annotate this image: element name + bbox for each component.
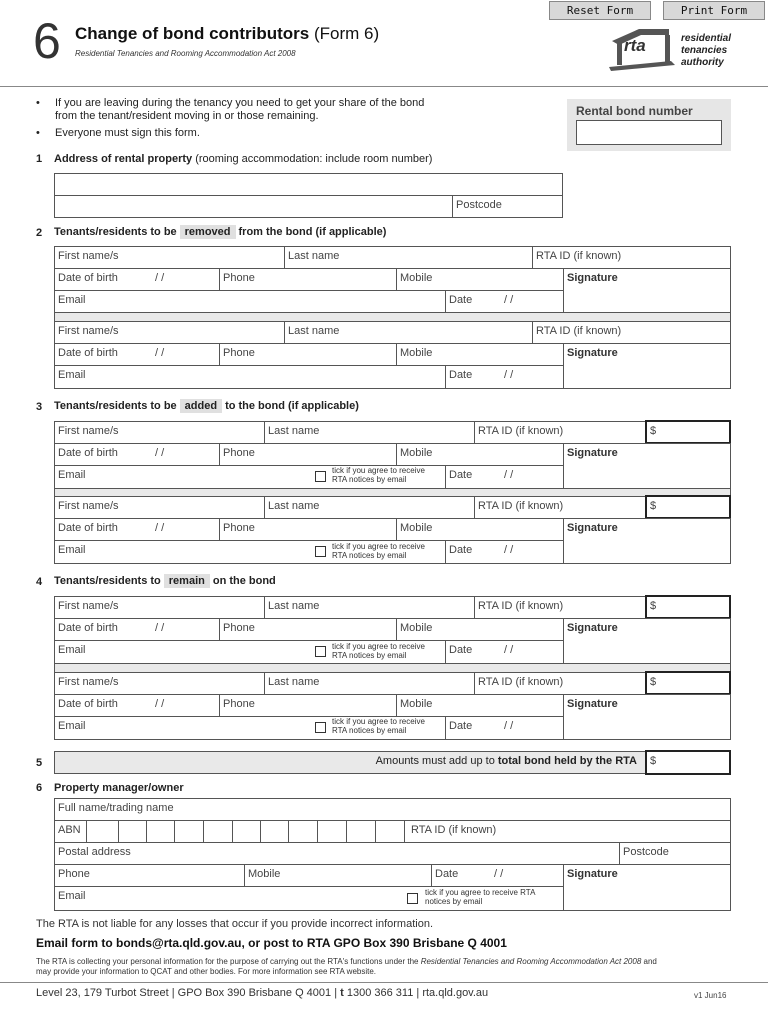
last-name-label: Last name xyxy=(288,250,340,262)
added-1-date[interactable] xyxy=(445,465,564,489)
signature-label: Signature xyxy=(567,522,618,534)
dollar-label: $ xyxy=(650,500,657,512)
act-subtitle: Residential Tenancies and Rooming Accommodation Act 2008 xyxy=(75,49,296,58)
phone-label: Phone xyxy=(223,272,255,284)
removed-2-first-name[interactable] xyxy=(54,321,285,344)
print-form-button[interactable]: Print Form xyxy=(663,1,765,20)
bullet-1-line-2: from the tenant/resident moving in or those remaining. xyxy=(55,110,319,122)
removed-1-signature[interactable] xyxy=(563,268,731,313)
added-1-first-name[interactable] xyxy=(54,421,265,444)
added-1-last-name[interactable] xyxy=(264,421,475,444)
date-slashes: / / xyxy=(504,720,514,732)
rental-bond-number-input[interactable] xyxy=(576,120,722,145)
added-2-rta-id[interactable] xyxy=(474,496,646,519)
dob-label: Date of birth xyxy=(58,447,118,459)
rta-id-label: RTA ID (if known) xyxy=(478,500,564,512)
signature-label: Signature xyxy=(567,868,618,880)
date-slashes: / / xyxy=(504,369,514,381)
tick-line-2: RTA notices by email xyxy=(332,651,407,660)
section-3-number: 3 xyxy=(36,401,43,413)
removed-2-mobile[interactable] xyxy=(396,343,564,366)
tick-line-1: tick if you agree to receive xyxy=(332,642,425,651)
section-3-heading xyxy=(54,399,359,413)
remain-1-phone[interactable] xyxy=(219,618,397,641)
first-name-label: First name/s xyxy=(58,676,119,688)
first-name-label: First name/s xyxy=(58,250,119,262)
added-2-dob[interactable] xyxy=(54,518,220,541)
postcode-label: Postcode xyxy=(456,199,502,211)
section-6-title: Property manager/owner xyxy=(54,782,184,794)
first-name-label: First name/s xyxy=(58,325,119,337)
phone-label: Phone xyxy=(58,868,90,880)
date-label: Date xyxy=(449,294,473,306)
removed-1-first-name[interactable] xyxy=(54,246,285,269)
logo-line-2: tenancies xyxy=(681,45,728,56)
pm-email-tick[interactable] xyxy=(407,892,421,904)
removed-1-phone[interactable] xyxy=(219,268,397,291)
remain-2-last-name[interactable] xyxy=(264,672,475,695)
remain-1-rta-id[interactable] xyxy=(474,596,646,619)
rental-bond-number-label: Rental bond number xyxy=(576,104,693,118)
title-suffix: (Form 6) xyxy=(313,24,380,43)
privacy-text-2: and xyxy=(643,957,657,966)
added-2-first-name[interactable] xyxy=(54,496,265,519)
abn-digit[interactable] xyxy=(232,820,261,843)
submission-instructions: Email form to bonds@rta.qld.gov.au, or post to RTA GPO Box 390 Brisbane Q 4001 xyxy=(36,936,507,950)
added-1-tick-text xyxy=(332,466,425,484)
version-label: v1 Jun16 xyxy=(694,991,727,1000)
date-label: Date xyxy=(449,544,473,556)
abn-digit[interactable] xyxy=(317,820,347,843)
total-bond-amount[interactable] xyxy=(645,750,731,775)
postal-label: Postal address xyxy=(58,846,131,858)
remain-1-last-name[interactable] xyxy=(264,596,475,619)
removed-2-date[interactable] xyxy=(445,365,564,389)
email-label: Email xyxy=(58,469,86,481)
added-2-mobile[interactable] xyxy=(396,518,564,541)
abn-digit[interactable] xyxy=(86,820,119,843)
bullet-2-text: Everyone must sign this form. xyxy=(55,127,200,139)
email-label: Email xyxy=(58,890,86,902)
email-label: Email xyxy=(58,544,86,556)
tick-line-1: tick if you agree to receive RTA xyxy=(425,888,536,897)
section-2-pre: Tenants/residents to be xyxy=(54,226,177,238)
date-label: Date xyxy=(449,720,473,732)
section-5-number: 5 xyxy=(36,757,43,769)
dob-label: Date of birth xyxy=(58,622,118,634)
added-2-signature[interactable] xyxy=(563,518,731,564)
dollar-label: $ xyxy=(650,676,657,688)
tick-line-1: tick if you agree to receive xyxy=(332,717,425,726)
removed-1-mobile[interactable] xyxy=(396,268,564,291)
dob-label: Date of birth xyxy=(58,272,118,284)
added-2-amount[interactable] xyxy=(645,495,731,519)
section-1-title: Address of rental property xyxy=(54,153,193,165)
first-name-label: First name/s xyxy=(58,600,119,612)
abn-digit[interactable] xyxy=(375,820,405,843)
abn-digit[interactable] xyxy=(288,820,318,843)
privacy-act: Residential Tenancies and Rooming Accommodation Act 2008 xyxy=(420,957,642,966)
page-title xyxy=(75,24,379,44)
removed-1-email[interactable] xyxy=(54,290,446,313)
section-3-chip: added xyxy=(180,399,222,413)
abn-digit[interactable] xyxy=(260,820,289,843)
email-label: Email xyxy=(58,644,86,656)
checkbox[interactable] xyxy=(315,646,326,657)
remain-1-date[interactable] xyxy=(445,640,564,664)
tick-line-2: RTA notices by email xyxy=(332,726,407,735)
address-line-1-input[interactable] xyxy=(54,173,563,196)
total-bond-label xyxy=(54,751,646,774)
checkbox[interactable] xyxy=(315,722,326,733)
rta-logo xyxy=(609,27,679,71)
dob-label: Date of birth xyxy=(58,698,118,710)
added-2-tick-text xyxy=(332,542,425,560)
added-2-email-tick[interactable] xyxy=(315,545,329,557)
privacy-text-1: The RTA is collecting your personal information for the purpose of carrying out the RTA's functions under the xyxy=(36,957,419,966)
remain-1-first-name[interactable] xyxy=(54,596,265,619)
section-4-heading xyxy=(54,574,276,588)
pm-postcode[interactable] xyxy=(619,842,731,865)
phone-number: 1300 366 311 xyxy=(346,987,414,999)
section-2-number: 2 xyxy=(36,227,43,239)
dob-slashes: / / xyxy=(155,622,165,634)
added-2-date[interactable] xyxy=(445,540,564,564)
date-slashes: / / xyxy=(504,544,514,556)
checkbox[interactable] xyxy=(315,546,326,557)
tick-line-1: tick if you agree to receive xyxy=(332,466,425,475)
tick-line-2: RTA notices by email xyxy=(332,475,407,484)
reset-form-button[interactable]: Reset Form xyxy=(549,1,651,20)
mobile-label: Mobile xyxy=(400,698,433,710)
abn-digit[interactable] xyxy=(118,820,147,843)
dob-slashes: / / xyxy=(155,272,165,284)
remain-2-signature[interactable] xyxy=(563,694,731,740)
signature-label: Signature xyxy=(567,622,618,634)
abn-label: ABN xyxy=(58,824,81,836)
pm-rta-id[interactable] xyxy=(404,820,731,843)
rta-logo-letters: rta xyxy=(624,36,646,55)
section-2-chip: removed xyxy=(180,225,236,239)
liability-note: The RTA is not liable for any losses that occur if you provide incorrect information. xyxy=(36,918,433,930)
section-4-pre: Tenants/residents to xyxy=(54,575,161,587)
abn-digit[interactable] xyxy=(203,820,233,843)
logo-line-1: residential xyxy=(681,33,732,44)
added-1-email-tick[interactable] xyxy=(315,470,329,482)
rta-id-label: RTA ID (if known) xyxy=(536,250,622,262)
email-label: Email xyxy=(58,720,86,732)
added-1-mobile[interactable] xyxy=(396,443,564,466)
phone-label: Phone xyxy=(223,447,255,459)
added-1-dob[interactable] xyxy=(54,443,220,466)
header-divider xyxy=(0,86,768,87)
footer-address xyxy=(36,987,488,999)
date-slashes: / / xyxy=(504,644,514,656)
mobile-label: Mobile xyxy=(400,622,433,634)
mobile-label: Mobile xyxy=(400,447,433,459)
total-pre: Amounts must add up to xyxy=(375,755,495,767)
added-2-last-name[interactable] xyxy=(264,496,475,519)
rta-id-label: RTA ID (if known) xyxy=(478,425,564,437)
first-name-label: First name/s xyxy=(58,425,119,437)
removed-2-email[interactable] xyxy=(54,365,446,389)
pm-phone[interactable] xyxy=(54,864,245,887)
phone-label: Phone xyxy=(223,622,255,634)
section-4-number: 4 xyxy=(36,576,43,588)
remain-1-mobile[interactable] xyxy=(396,618,564,641)
signature-label: Signature xyxy=(567,272,618,284)
total-bold: total bond held by the RTA xyxy=(497,755,637,767)
remain-2-email-tick[interactable] xyxy=(315,721,329,733)
abn-digit[interactable] xyxy=(174,820,204,843)
postcode-label: Postcode xyxy=(623,846,669,858)
first-name-label: First name/s xyxy=(58,500,119,512)
last-name-label: Last name xyxy=(268,500,320,512)
abn-digit[interactable] xyxy=(346,820,376,843)
remain-1-dob[interactable] xyxy=(54,618,220,641)
remain-1-amount[interactable] xyxy=(645,595,731,619)
removed-2-signature[interactable] xyxy=(563,343,731,389)
added-1-phone[interactable] xyxy=(219,443,397,466)
logo-line-3: authority xyxy=(681,57,724,68)
remain-2-amount[interactable] xyxy=(645,671,731,695)
signature-label: Signature xyxy=(567,447,618,459)
rta-id-label: RTA ID (if known) xyxy=(478,600,564,612)
removed-1-last-name[interactable] xyxy=(284,246,533,269)
bullet: • xyxy=(36,127,40,139)
pm-mobile[interactable] xyxy=(244,864,432,887)
tick-line-2: notices by email xyxy=(425,897,483,906)
dob-label: Date of birth xyxy=(58,522,118,534)
mobile-label: Mobile xyxy=(400,272,433,284)
mobile-label: Mobile xyxy=(248,868,281,880)
phone-label: Phone xyxy=(223,522,255,534)
remain-2-phone[interactable] xyxy=(219,694,397,717)
email-label: Email xyxy=(58,369,86,381)
title-text: Change of bond contributors xyxy=(75,24,310,43)
removed-2-phone[interactable] xyxy=(219,343,397,366)
dollar-label: $ xyxy=(650,755,657,767)
removed-2-last-name[interactable] xyxy=(284,321,533,344)
address-line-2-input[interactable] xyxy=(54,195,453,218)
website: | rta.qld.gov.au xyxy=(416,987,489,999)
full-name-label: Full name/trading name xyxy=(58,802,174,814)
remain-1-tick-text xyxy=(332,642,425,660)
removed-1-date[interactable] xyxy=(445,290,564,313)
remain-1-signature[interactable] xyxy=(563,618,731,664)
last-name-label: Last name xyxy=(268,425,320,437)
intro-bullet-1 xyxy=(36,97,536,123)
date-slashes: / / xyxy=(504,469,514,481)
pm-postal-address[interactable] xyxy=(54,842,620,865)
checkbox[interactable] xyxy=(315,471,326,482)
date-label: Date xyxy=(449,644,473,656)
dob-slashes: / / xyxy=(155,347,165,359)
rta-id-label: RTA ID (if known) xyxy=(478,676,564,688)
phone-prefix: t xyxy=(340,987,344,999)
dollar-label: $ xyxy=(650,600,657,612)
pm-signature[interactable] xyxy=(563,864,731,911)
address-postcode-input[interactable] xyxy=(452,195,563,218)
tick-line-1: tick if you agree to receive xyxy=(332,542,425,551)
checkbox[interactable] xyxy=(407,893,418,904)
last-name-label: Last name xyxy=(268,676,320,688)
dob-slashes: / / xyxy=(155,447,165,459)
remain-1-email-tick[interactable] xyxy=(315,645,329,657)
dob-slashes: / / xyxy=(155,698,165,710)
section-2-post: from the bond (if applicable) xyxy=(238,226,387,238)
dob-slashes: / / xyxy=(155,522,165,534)
added-1-amount[interactable] xyxy=(645,420,731,444)
footer-divider xyxy=(0,982,768,983)
signature-label: Signature xyxy=(567,698,618,710)
last-name-label: Last name xyxy=(268,600,320,612)
abn-digit[interactable] xyxy=(146,820,175,843)
dollar-label: $ xyxy=(650,425,657,437)
rental-bond-number-box xyxy=(567,99,731,151)
phone-label: Phone xyxy=(223,347,255,359)
phone-label: Phone xyxy=(223,698,255,710)
date-slashes: / / xyxy=(494,868,504,880)
removed-2-dob[interactable] xyxy=(54,343,220,366)
remain-2-date[interactable] xyxy=(445,716,564,740)
remain-2-tick-text xyxy=(332,717,425,735)
signature-label: Signature xyxy=(567,347,618,359)
rta-id-label: RTA ID (if known) xyxy=(411,824,497,836)
address-text: Level 23, 179 Turbot Street | GPO Box 390 Brisbane Q 4001 | xyxy=(36,987,338,999)
abn-label-cell xyxy=(54,820,87,843)
bullet: • xyxy=(36,97,40,109)
mobile-label: Mobile xyxy=(400,347,433,359)
last-name-label: Last name xyxy=(288,325,340,337)
date-label: Date xyxy=(435,868,459,880)
removed-2-rta-id[interactable] xyxy=(532,321,731,344)
section-2-heading xyxy=(54,225,386,239)
form-number: 6 xyxy=(33,13,61,69)
section-1-hint: (rooming accommodation: include room number) xyxy=(195,153,433,165)
dob-label: Date of birth xyxy=(58,347,118,359)
section-1-heading xyxy=(54,153,432,165)
remain-2-first-name[interactable] xyxy=(54,672,265,695)
section-6-number: 6 xyxy=(36,782,43,794)
privacy-note xyxy=(36,957,726,977)
remain-2-rta-id[interactable] xyxy=(474,672,646,695)
email-label: Email xyxy=(58,294,86,306)
removed-1-rta-id[interactable] xyxy=(532,246,731,269)
section-3-post: to the bond (if applicable) xyxy=(225,400,359,412)
remain-2-mobile[interactable] xyxy=(396,694,564,717)
added-2-phone[interactable] xyxy=(219,518,397,541)
removed-1-dob[interactable] xyxy=(54,268,220,291)
pm-date[interactable] xyxy=(431,864,564,887)
date-label: Date xyxy=(449,369,473,381)
rta-logo-text xyxy=(681,33,731,69)
intro-bullet-2 xyxy=(36,127,536,140)
pm-full-name[interactable] xyxy=(54,798,731,821)
section-4-post: on the bond xyxy=(212,575,276,587)
privacy-text-3: may provide your information to QCAT and other bodies. For more information see RTA website. xyxy=(36,967,377,976)
bullet-1-line-1: If you are leaving during the tenancy you need to get your share of the bond xyxy=(55,97,425,109)
remain-2-dob[interactable] xyxy=(54,694,220,717)
date-slashes: / / xyxy=(504,294,514,306)
pm-tick-text xyxy=(425,888,535,906)
section-4-chip: remain xyxy=(164,574,210,588)
date-label: Date xyxy=(449,469,473,481)
added-1-signature[interactable] xyxy=(563,443,731,489)
section-3-pre: Tenants/residents to be xyxy=(54,400,177,412)
section-1-number: 1 xyxy=(36,153,43,165)
mobile-label: Mobile xyxy=(400,522,433,534)
added-1-rta-id[interactable] xyxy=(474,421,646,444)
tick-line-2: RTA notices by email xyxy=(332,551,407,560)
rta-id-label: RTA ID (if known) xyxy=(536,325,622,337)
